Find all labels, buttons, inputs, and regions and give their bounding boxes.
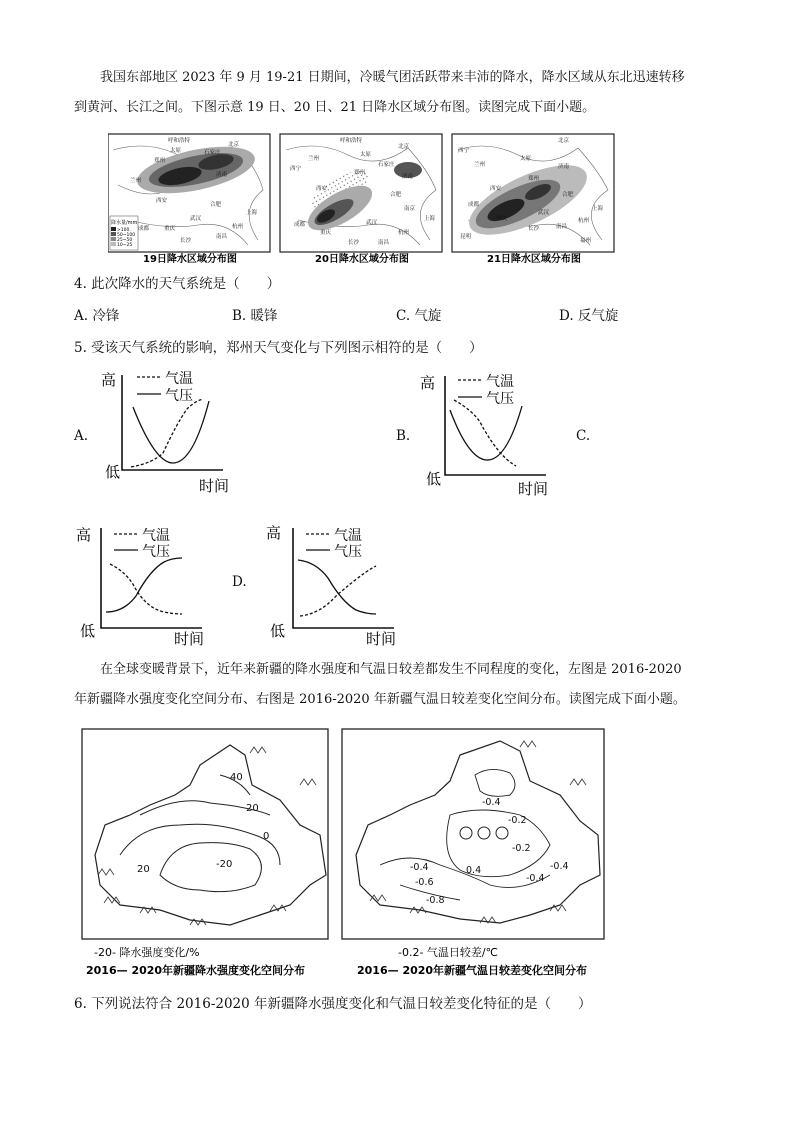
axis-time: 时间 [174,630,205,646]
city-label: 福州 [580,238,592,244]
city-label: 兰州 [308,156,320,162]
city-label: 重庆 [164,226,176,232]
legend-temp: 气温 [142,528,170,544]
q5-stem: 5. 受该天气系统的影响，郑州天气变化与下列图示相符的是（ ） [74,340,483,356]
precip-maps-figure [108,130,673,265]
city-label: 北京 [228,142,240,148]
intro2-line1: 在全球变暖背景下，近年来新疆的降水强度和气温日较差都发生不同程度的变化，左图是 2016-2020 [100,662,682,677]
legend-temp: 气温 [165,371,193,387]
q4-option-b[interactable]: B. 暖锋 [232,308,278,324]
temp-curve [110,564,182,614]
contour-label: 40 [230,772,243,783]
contour-label: -0.6 [415,877,434,888]
left-legend: -20- 降水强度变化/% [94,946,200,959]
q4-option-c[interactable]: C. 气旋 [396,308,442,324]
temp-curve [300,566,376,616]
legend-temp: 气温 [486,374,514,390]
contour-label: 0.4 [466,865,482,876]
axis-low: 低 [426,470,442,488]
city-label: 郑州 [528,176,540,182]
legend-pressure: 气压 [486,391,514,407]
right-legend: -0.2- 气温日较差/℃ [398,946,498,959]
city-label: 石家庄 [204,150,221,156]
right-caption: 2016— 2020年新疆气温日较差变化空间分布 [357,964,588,977]
map-19 [108,134,270,265]
city-label: 南京 [404,206,416,212]
city-label: 郑州 [154,158,166,164]
contour-label: -0.2 [512,843,531,854]
legend-item: 50~100 [117,233,136,238]
city-label: 南昌 [216,234,228,240]
contour-label: -0.4 [526,873,545,884]
contour-label: -0.4 [550,861,569,872]
temp-curve [131,399,203,467]
legend-item: 25~50 [117,238,133,243]
city-label: 南昌 [556,224,568,230]
city-label: 成都 [138,226,150,232]
legend-pressure: 气压 [142,544,170,560]
contour-label: -0.4 [482,797,501,808]
q5-option-a-label[interactable]: A. [74,428,89,444]
pressure-curve [106,558,182,612]
map-caption: 19日降水区域分布图 [143,254,237,265]
precip-intensity-map [82,729,328,977]
city-label: 西安 [316,186,328,192]
legend-pressure: 气压 [334,544,362,560]
q4-option-a[interactable]: A. 冷锋 [74,308,120,324]
city-label: 呼和浩特 [340,138,363,144]
city-label: 兰州 [130,178,142,184]
city-label: 武汉 [366,220,378,226]
pressure-curve [133,401,209,463]
map-caption: 21日降水区域分布图 [487,254,581,265]
city-label: 成都 [294,222,306,228]
graph-d[interactable] [266,516,411,646]
city-label: 呼和浩特 [168,138,191,144]
temp-curve [454,400,516,466]
q6-stem: 6. 下列说法符合 2016-2020 年新疆降水强度变化和气温日较差变化特征的是（ ） [74,996,592,1012]
city-label: 济南 [216,172,228,178]
contour-label: 0 [263,831,270,842]
legend-pressure: 气压 [165,388,193,404]
city-label: 北京 [558,138,570,144]
q5-option-c-label[interactable]: C. [576,428,591,444]
intro1-line2: 到黄河、长江之间。下图示意 19 日、20 日、21 日降水区域分布图。读图完成下面小题。 [74,100,596,115]
axis-low: 低 [80,622,96,640]
intro2-line2: 年新疆降水强度变化空间分布、右图是 2016-2020 年新疆气温日较差变化空间分布。读图完成下面小题。 [74,692,686,707]
xinjiang-maps-figure [80,725,640,980]
city-label: 杭州 [398,230,410,236]
contour-label: 20 [137,864,150,875]
axis-high: 高 [101,371,117,389]
contour-label: 20 [246,803,259,814]
city-label: 西安 [490,186,502,192]
axis-time: 时间 [366,630,397,646]
city-label: 石家庄 [378,162,395,168]
map-21 [452,134,614,265]
city-label: 杭州 [232,224,244,230]
city-label: 昆明 [460,234,472,240]
intro1-line1: 我国东部地区 2023 年 9 月 19-21 日期间，冷暖气团活跃带来丰沛的降水，降水区域从东北迅速转移 [100,70,685,85]
axis-low: 低 [105,463,121,481]
city-label: 西宁 [458,148,470,154]
contour-label: -20 [216,859,233,870]
city-label: 上海 [246,210,258,216]
axis-high: 高 [266,524,282,542]
legend-item: >100 [117,228,130,233]
city-label: 太原 [170,148,182,154]
contour-label: -0.8 [426,895,445,906]
graph-a[interactable] [95,365,240,495]
diurnal-range-map [342,729,604,977]
q4-stem: 4. 此次降水的天气系统是（ ） [74,276,281,292]
q4-option-d[interactable]: D. 反气旋 [559,308,619,324]
city-label: 济南 [402,174,414,180]
city-label: 长沙 [528,226,540,232]
city-label: 合肥 [562,192,574,198]
city-label: 上海 [424,216,436,222]
city-label: 西宁 [290,166,302,172]
axis-high: 高 [76,526,92,544]
pressure-curve [298,560,376,614]
city-label: 兰州 [474,162,486,168]
map-caption: 20日降水区域分布图 [315,254,409,265]
graph-b[interactable] [418,370,563,500]
legend-item: 10~25 [117,243,133,248]
city-label: 合肥 [390,192,402,198]
city-label: 南昌 [378,240,390,246]
city-label: 太原 [520,156,532,162]
city-label: 北京 [398,144,410,150]
city-label: 济南 [558,164,570,170]
axis-time: 时间 [518,480,549,498]
legend-title: 降水量/mm [111,220,138,226]
contour-label: -0.2 [508,815,527,826]
graph-c[interactable] [74,516,219,646]
city-label: 长沙 [348,240,360,246]
legend-temp: 气温 [334,528,362,544]
city-label: 长沙 [180,238,192,244]
axis-low: 低 [270,622,286,640]
q5-option-b-label[interactable]: B. [396,428,411,444]
city-label: 成都 [468,202,480,208]
city-label: 杭州 [578,218,590,224]
axis-high: 高 [420,374,436,392]
left-caption: 2016— 2020年新疆降水强度变化空间分布 [86,964,306,977]
city-label: 上海 [592,206,604,212]
q5-option-d-label[interactable]: D. [232,574,247,590]
city-label: 重庆 [496,216,508,222]
city-label: 太原 [360,152,372,158]
city-label: 武汉 [190,216,202,222]
city-label: 郑州 [354,170,366,176]
map-20 [280,134,442,265]
contour-label: -0.4 [410,862,429,873]
city-label: 合肥 [210,202,222,208]
city-label: 武汉 [538,210,550,216]
city-label: 西安 [156,198,168,204]
city-label: 重庆 [320,230,332,236]
axis-time: 时间 [199,477,230,495]
